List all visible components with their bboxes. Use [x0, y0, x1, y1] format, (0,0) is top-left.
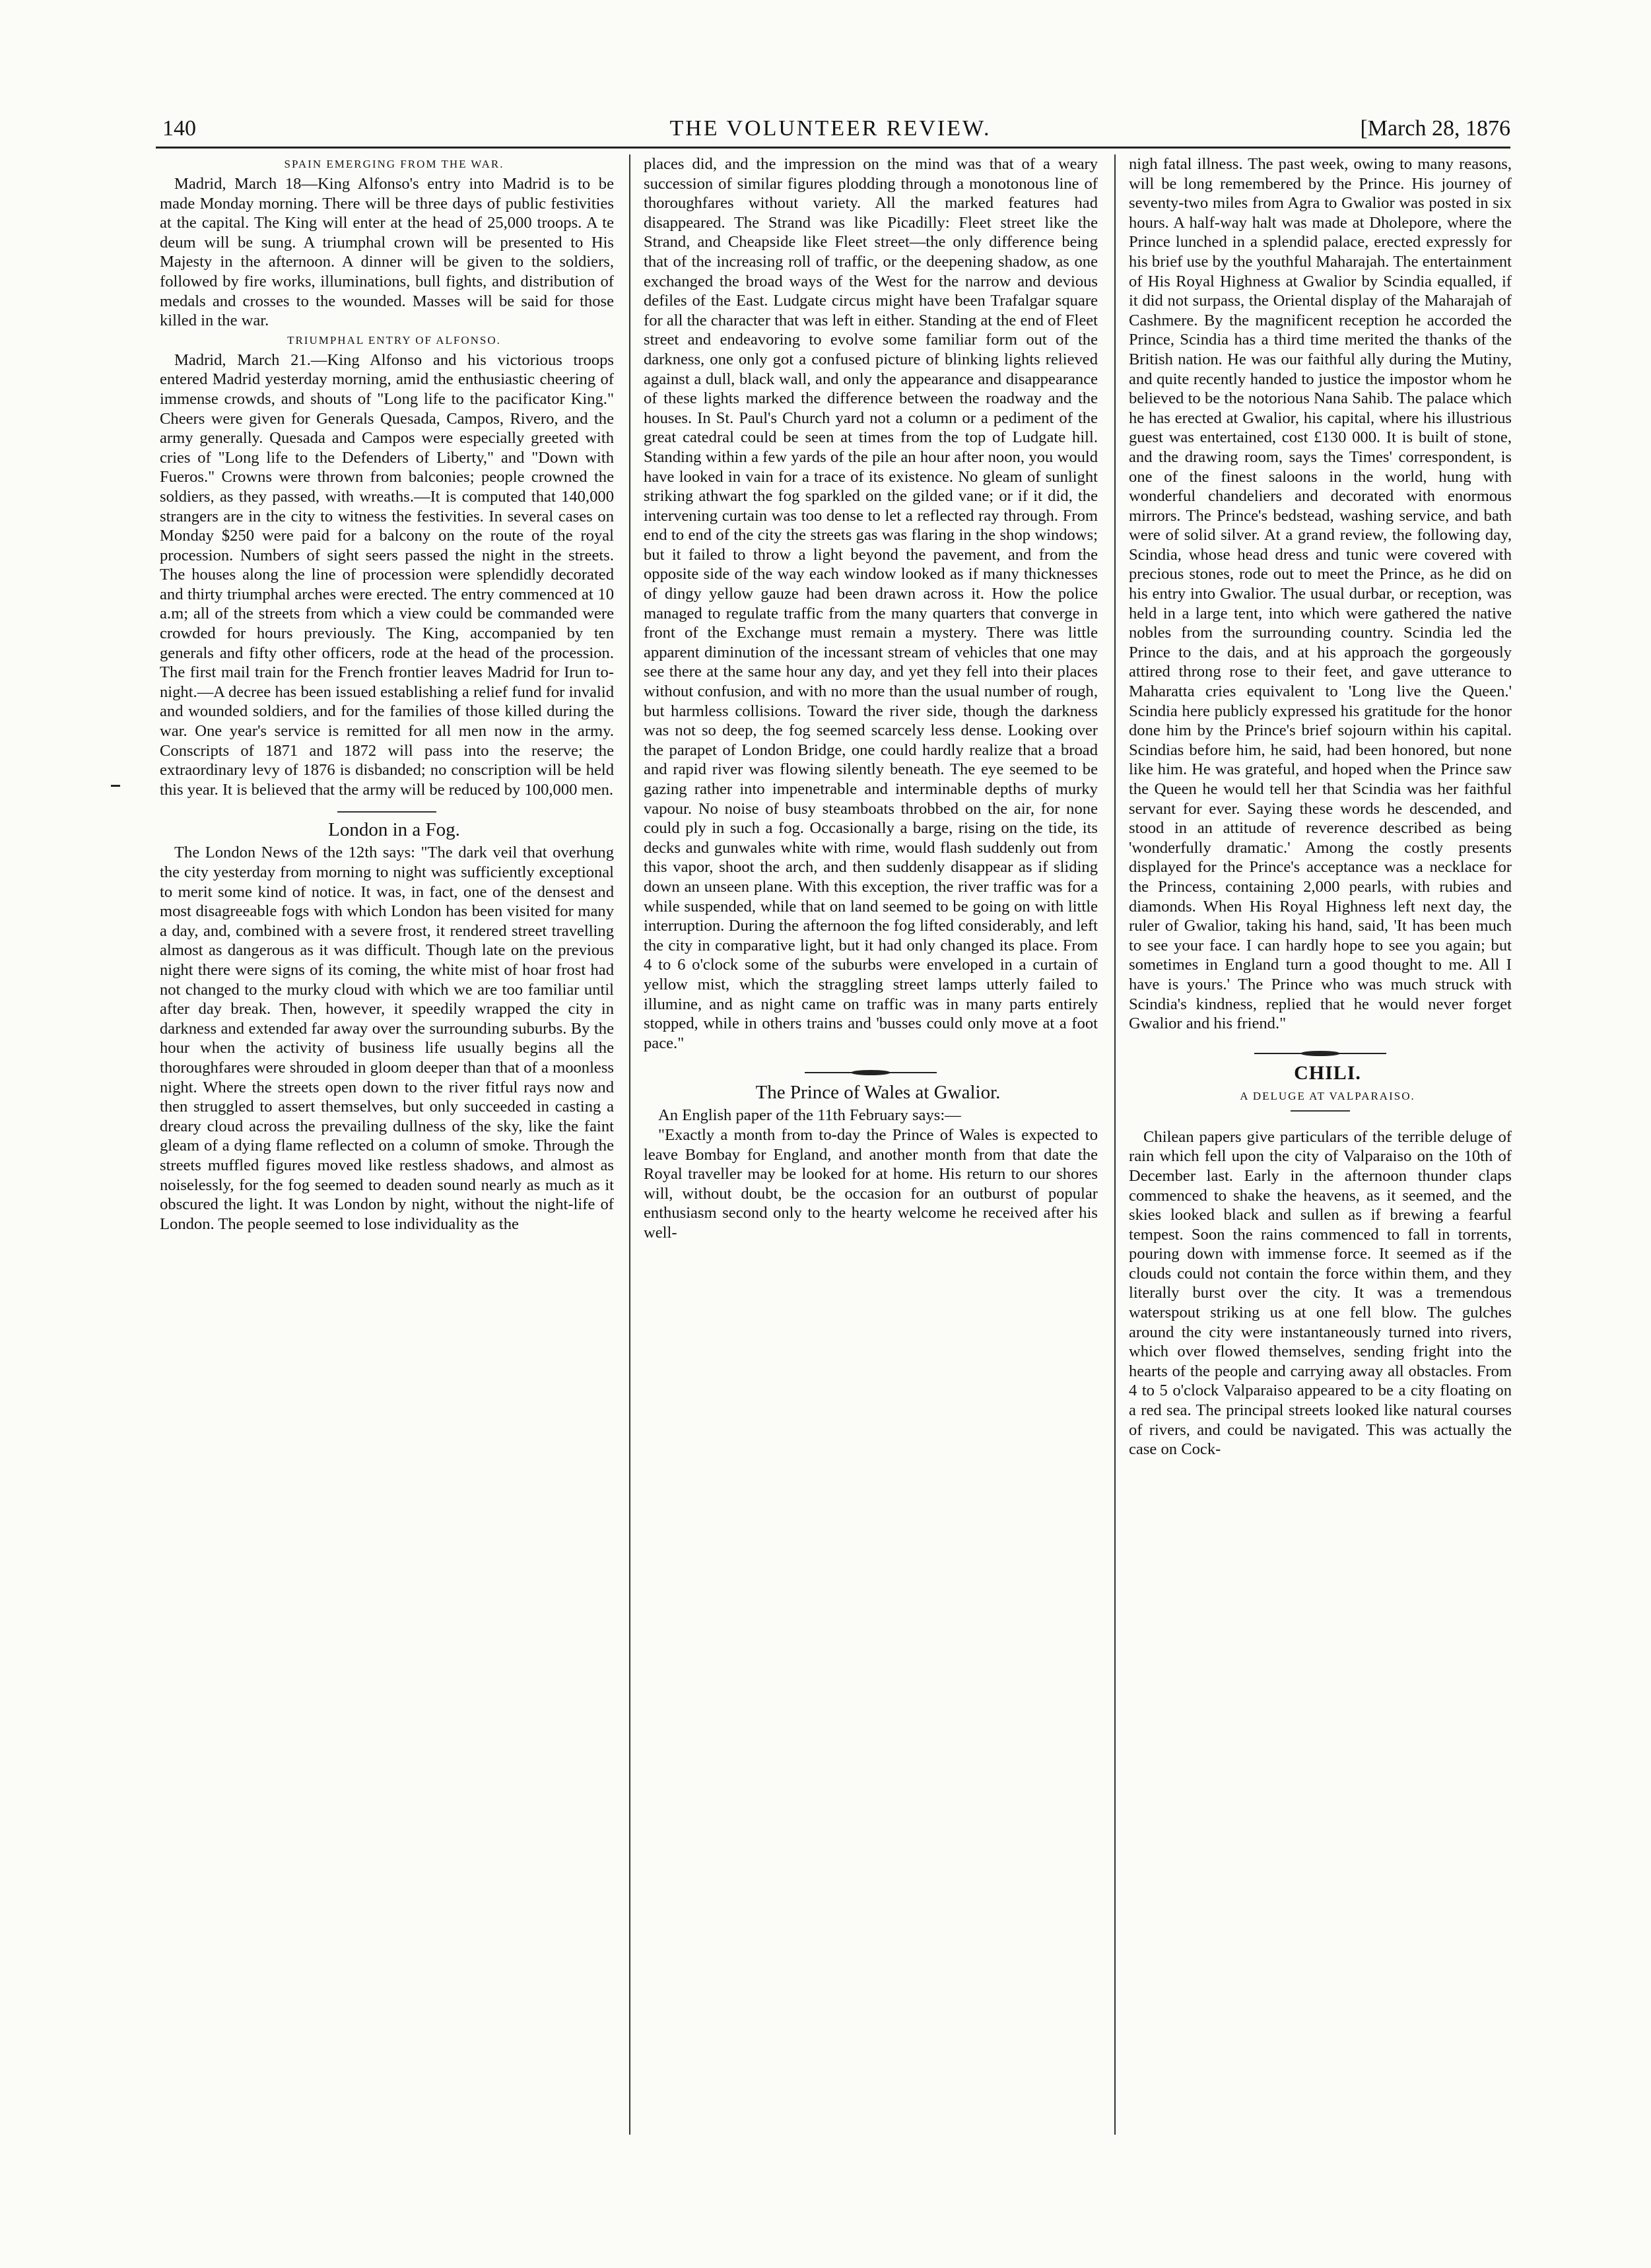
article-paragraph: places did, and the impression on the mind was that of a weary succession of similar figures plodding through a monotonous line of thoroughfares without variety. All the marked features had disappeared. The Strand was like Picadilly: Fleet street like the Strand, and Cheapside like Fleet street—the only difference being that of the increasing roll of traffic, or the deepening shadow, as one exchanged the broad ways of the West for the narrow and devious defiles of the East. Ludgate circus might have been Trafalgar square for all the character that was left in either. Standing at the end of Fleet street and endeavoring to evolve some familiar form out of the darkness, one only got a confused picture of blinking lights relieved against a dull, black wall, and only the appearance and disappearance of these lights marked the difference between the roadway and the houses. In St. Paul's Church yard not a column or a pediment of the great catedral could be seen at times from the top of Ludgate hill. Standing within a few yards of the pile an hour after noon, you would have looked in vain for a trace of its existence. No gleam of sunlight striking athwart the fog sparkled on the gilded vane; or if it did, the intervening curtain was too dense to let a reflected ray through. From end to end of the city the streets gas was flaring in the shop windows; but it failed to throw a light beyond the pavement, and from the opposite side of the way each window looked as if many thicknesses of dingy yellow gauze had been drawn across it. How the police managed to regulate traffic from the many quarters that converge in front of the Exchange must remain a mystery. There was little apparent diminution of the incessant stream of vehicles that one may see there at the same hour any day, and yet they fell into their places without confusion, and with no more than the usual number of rough, but harmless collisions. Toward the river side, though the darkness was not so deep, the fog seemed scarcely less dense. Looking over the parapet of London Bridge, one could hardly realize that a broad and rapid river was flowing silently beneath. The eye seemed to be gazing rather into impenetrable and interminable depths of murky vapour. No noise of busy steamboats throbbed on the air, for none could ply in such a fog. Occasionally a barge, rising on the tide, its decks and gunwales white with rime, would flash suddenly out from this vapor, shoot the arch, and then suddenly disappear as if sliding down an unseen plane. With this exception, the river traffic was for a while suspended, while that on land seemed to be going on with little interruption. During the afternoon the fog lifted considerably, and left the city in comparative light, but it had only changed its place. From 4 to 6 o'clock some of the suburbs were enveloped in a curtain of yellow mist, which the straggling street lamps utterly failed to illumine, and as night came on traffic was in many parts entirely stopped, while in others trains and 'busses could only move at a foot pace." [644, 155, 1098, 1052]
column-2 [644, 154, 1098, 2141]
column-1 [160, 154, 614, 2141]
page-number: 140 [162, 116, 196, 141]
article-title: London in a Fog. [328, 819, 460, 841]
article-paragraph: nigh fatal illness. The past week, owing to many reasons, will be long remembered by the Prince. His journey of seventy-two miles from Agra to Gwalior was posted in six hours. A half-way halt was made at Dholepore, where the Prince lunched in a splendid palace, erected expressly for his brief use by the youthful Maharajah. The entertainment of His Royal Highness at Gwalior by Scindia equalled, if it did not surpass, the Oriental display of the Maharajah of Cashmere. By the magnificent reception he accorded the Prince, Scindia has a third time merited the thanks of the British nation. He was our faithful ally during the Mutiny, and quite recently handed to justice the impostor whom he believed to be the notorious Nana Sahib. The palace which he has erected at Gwalior, his capital, where his illustrious guest was entertained, cost £130 000. It is built of stone, and the drawing room, says the Times' correspondent, is one of the finest saloons in the world, hung with wonderful chandeliers and decorated with enormous mirrors. The Prince's bedstead, washing service, and bath were of solid silver. At a grand review, the following day, Scindia, whose head dress and tunic were covered with precious stones, rode out to meet the Prince, as he did on his entry into Gwalior. The usual durbar, or reception, was held in a large tent, into which were gathered the native nobles from the surrounding country. Scindia led the Prince to the dais, and at his approach the gorgeously attired throng rose to their feet, and gave utterance to Maharatta cries equivalent to 'Long live the Queen.' Scindia here publicly expressed his gratitude for the honor done him by the Prince's brief sojourn within his capital. Scindias before him, he said, had been honored, but none like him. He was grateful, and hoped when the Prince saw the Queen he would tell her that Scindia was her faithful servant for ever. Saying these words he descended, and stood in an attitude of reverence described as being 'wonderfully dramatic.' Among the costly presents displayed for the Prince's acceptance was a necklace for the Princess, containing 2,000 pearls, with rubies and diamonds. When His Royal Highness left next day, the ruler of Gwalior, taking his hand, said, 'It has been much to see your face. I can hardly hope to see you again; but sometimes in England turn a good thought to me. All I have is yours.' The Prince who was much struck with Scindia's kindness, replied that he would never forget Gwalior and his friend." [1129, 155, 1512, 1033]
section-subhead: SPAIN EMERGING FROM THE WAR. [284, 158, 504, 170]
margin-mark [111, 785, 120, 787]
article-paragraph: Madrid, March 21.—King Alfonso and his victorious troops entered Madrid yesterday morning, amid the enthusiastic cheering of immense crowds, and shouts of "Long life to the pacificator King." Cheers were given for Generals Quesada, Campos, Rivero, and the army generally. Quesada and Campos were especially greeted with cries of "Long life to the Defenders of Liberty," and "Down with Fueros." Crowns were thrown from balconies; people crowned the soldiers, as they passed, with wreaths.—It is computed that 140,000 strangers are in the city to witness the festivities. In several cases on Monday $250 were paid for a balcony on the route of the royal procession. Numbers of sight seers passed the night in the streets. The houses along the line of procession were splendidly decorated and thirty triumphal arches were erected. The entry commenced at 10 a.m; all of the streets from which a view could be commanded were crowded for hours previously. The King, accompanied by ten generals and fifty other officers, rode at the head of the procession. The first mail train for the French frontier leaves Madrid for Irun to-night.—A decree has been issued establishing a relief fund for invalid and wounded soldiers, and for the families of those killed during the war. One year's service is remitted for all men now in the army. Conscripts of 1871 and 1872 will pass into the reserve; the extraordinary levy of 1876 is disbanded; no conscription will be held this year. It is believed that the army will be reduced by 100,000 men. [160, 350, 614, 799]
section-subhead: TRIUMPHAL ENTRY OF ALFONSO. [287, 333, 501, 347]
section-rule [337, 811, 436, 813]
column-divider [629, 154, 630, 2135]
page-header [151, 112, 1510, 145]
ornamental-rule [805, 1070, 937, 1075]
article-title: CHILI. [1294, 1061, 1361, 1084]
column-3 [1129, 154, 1512, 2141]
publication-title: THE VOLUNTEER REVIEW. [669, 116, 992, 141]
column-divider [1114, 154, 1116, 2135]
article-paragraph: The London News of the 12th says: "The dark veil that overhung the city yesterday from morning to night was sufficiently exceptional to merit some kind of notice. It was, in fact, one of the densest and most disagreeable fogs with which London has been visited for many a day, and, combined with a severe frost, it rendered street travelling almost as dangerous as it was difficult. Though late on the previous night there were signs of its coming, the white mist of hoar frost had not changed to the murky cloud with which we are too familiar until after day break. Then, however, it speedily wrapped the city in darkness and extended far away over the surrounding suburbs. By the hour when the activity of business life usually begins all the thoroughfares were shrouded in gloom deeper than that of a moonless night. Where the streets open down to the river fitful rays now and then struggled to assert themselves, but only succeeded in casting a dreary cloud across the prevailing dullness of the sky, like the faint gleam of a dying flame reflected on a column of smoke. Through the streets muffled figures moved like restless shadows, and almost as noiselessly, for the fog seemed to deaden sound nearly as much as it obscured the light. It was London by night, without the night-life of London. The people seemed to lose individuality as the [160, 844, 614, 1233]
article-paragraph: Chilean papers give particulars of the terrible deluge of rain which fell upon the city of Valparaiso on the 10th of December last. Early in the afternoon thunder claps commenced to shake the heavens, as it seemed, and the skies looked black and sullen as if brewing a fearful tempest. Soon the rains commenced to fall in torrents, pouring down with immense force. It seemed as if the clouds could not contain the force within them, and they literally burst over the city. It was a tremendous waterspout striking us at one fell blow. The gulches around the city were instantaneously turned into rivers, which over flowed themselves, sending fright into the hearts of the people and carrying away all obstacles. From 4 to 5 o'clock Valparaiso appeared to be a city floating on a red sea. The principal streets looked like natural courses of rivers, and could be navigated. This was actually the case on Cock- [1129, 1127, 1512, 1459]
article-paragraph: Madrid, March 18—King Alfonso's entry into Madrid is to be made Monday morning. There will be three days of public festivities at the capital. The King will enter at the head of 25,000 troops. A te deum will be sung. A triumphal crown will be presented to His Majesty in the afternoon. A dinner will be given to the soldiers, followed by fire works, illuminations, bull fights, and distribution of medals and crosses to the wounded. Masses will be said for those killed in the war. [160, 175, 614, 330]
article-title: The Prince of Wales at Gwalior. [755, 1082, 1001, 1104]
ornamental-rule [1254, 1051, 1386, 1056]
issue-date: [March 28, 1876 [1360, 116, 1510, 141]
article-paragraph: An English paper of the 11th February says:— [658, 1106, 961, 1125]
section-subhead: A DELUGE AT VALPARAISO. [1240, 1089, 1415, 1102]
article-paragraph: "Exactly a month from to-day the Prince of Wales is expected to leave Bombay for England, and another month from that date the Royal traveller may be looked for at home. His return to our shores will, without doubt, be the occasion for an outburst of popular enthusiasm second only to the hearty welcome he received after his well- [644, 1125, 1098, 1242]
section-rule [1291, 1110, 1350, 1112]
header-rule [156, 147, 1510, 149]
